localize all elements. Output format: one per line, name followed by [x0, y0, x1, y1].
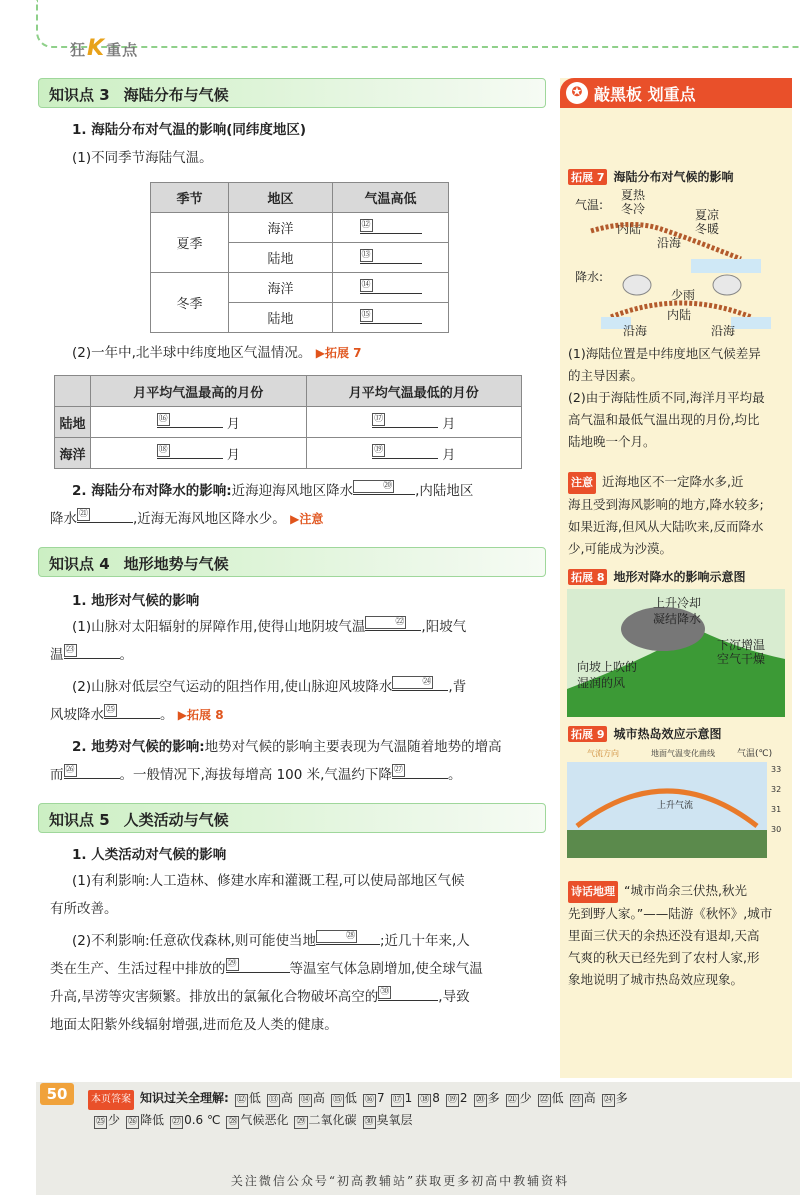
section-header-kp5: 知识点 5 人类活动与气候: [38, 803, 546, 833]
svg-text:地面气温变化曲线: 地面气温变化曲线: [651, 749, 715, 758]
sidebar-header: ✪ 敲黑板 划重点: [560, 78, 792, 108]
lightbulb-icon: ✪: [566, 82, 588, 104]
answer-num: ⑫: [236, 1095, 246, 1105]
kp4-p1: (1)山脉对太阳辐射的屏障作用,使得山地阴坡气温 ㉒ ,阳坡气: [72, 617, 467, 635]
kp3-p2: (2)一年中,北半球中纬度地区气温情况。 ▶拓展 7: [72, 345, 362, 361]
kp4-p2: (2)山脉对低层空气运动的阻挡作用,使山脉迎风坡降水 ㉔ ,背: [72, 677, 467, 695]
kp3-p1: (1)不同季节海陆气温。: [72, 150, 213, 166]
answer-num: ⑱: [420, 1095, 430, 1105]
ext7-title: 拓展 7 海陆分布对气候的影响: [568, 168, 792, 185]
ext9-title: 拓展 9 城市热岛效应示意图: [568, 725, 792, 742]
answer-text: 少: [519, 1091, 532, 1105]
answer-text: 多: [615, 1091, 628, 1105]
answer-num: ㉒: [539, 1095, 549, 1105]
svg-text:上升气流: 上升气流: [657, 801, 694, 811]
answer-num: ㉕: [96, 1117, 106, 1127]
kp3-rain-2: 降水 ㉑ ,近海无海风地区降水少。 ▶注意: [50, 509, 324, 527]
svg-text:沿海: 沿海: [623, 324, 648, 338]
svg-text:30: 30: [771, 825, 782, 834]
kp4-p3b: 而 ㉖ 。一般情况下,海拔每增高 100 米,气温约下降 ㉗ 。: [50, 765, 462, 783]
answer-text: 低: [248, 1091, 261, 1105]
kp5-p2: (2)不利影响:任意砍伐森林,则可能使当地 ㉘ ;近几十年来,人: [72, 931, 470, 949]
svg-text:空气干燥: 空气干燥: [717, 652, 766, 666]
kp5-p1: (1)有利影响:人工造林、修建水库和灌溉工程,可以使局部地区气候: [72, 873, 465, 889]
answer-text: 臭氧层: [376, 1113, 413, 1127]
answer-text: 高: [280, 1091, 293, 1105]
answer-num: ㉖: [128, 1117, 138, 1127]
answer-num: ㉗: [172, 1117, 182, 1127]
answer-num: ⑬: [268, 1095, 278, 1105]
footnote: 关注微信公众号“初高教辅站”获取更多初高中教辅资料: [230, 1174, 570, 1188]
svg-text:夏热: 夏热: [621, 189, 646, 202]
kp3-subtitle-1: 1. 海陆分布对气温的影响(同纬度地区): [72, 122, 307, 138]
svg-text:沿海: 沿海: [657, 236, 682, 250]
svg-text:夏凉: 夏凉: [695, 208, 720, 222]
sidebar: [560, 78, 792, 1078]
kp5-p2c: 升高,旱涝等灾害频繁。排放出的氯氟化合物破坏高空的 ㉚ ,导致: [50, 987, 470, 1005]
top-border: [36, 0, 800, 48]
answer-text: 0.6 ℃: [184, 1113, 221, 1127]
svg-text:沿海: 沿海: [711, 324, 736, 338]
caution-note: 注意 近海地区不一定降水多,近 海且受到海风影响的地方,降水较多; 如果近海,但风从大陆吹来,反而降水 少,可能成为沙漠。: [568, 474, 764, 556]
svg-text:气流方向: 气流方向: [587, 749, 619, 758]
answer-num: ⑭: [300, 1095, 310, 1105]
svg-text:内陆: 内陆: [617, 222, 642, 236]
ext7-note: (1)海陆位置是中纬度地区气候差异 的主导因素。 (2)由于海陆性质不同,海洋月平均最 高气温和最低气温出现的月份,均比 陆地晚一个月。: [568, 346, 765, 449]
sea-land-diagram: [571, 189, 781, 339]
svg-text:向坡上吹的: 向坡上吹的: [577, 660, 638, 674]
answer-num: ㉔: [603, 1095, 613, 1105]
answer-text: 高: [312, 1091, 325, 1105]
kp4-p2b: 风坡降水 ㉕ 。 ▶拓展 8: [50, 705, 224, 723]
svg-text:内陆: 内陆: [667, 308, 692, 322]
svg-text:下沉增温: 下沉增温: [717, 638, 766, 652]
svg-text:上升冷却: 上升冷却: [653, 596, 702, 610]
kp4-p3: 2. 地势对气候的影响:地势对气候的影响主要表现为气温随着地势的增高: [72, 739, 502, 755]
main-column: [38, 78, 546, 1039]
answer-num: ⑳: [475, 1095, 485, 1105]
answer-text: 二氧化碳: [308, 1113, 357, 1127]
kp5-p2d: 地面太阳紫外线辐射增强,进而危及人类的健康。: [50, 1017, 338, 1033]
answer-text: 多: [487, 1091, 500, 1105]
answer-text: 少: [108, 1113, 121, 1127]
brand-logo: 狂K重点: [70, 36, 139, 61]
svg-text:少雨: 少雨: [671, 288, 696, 302]
answer-text: 降低: [140, 1113, 165, 1127]
answer-num: ㉓: [571, 1095, 581, 1105]
answer-text: 气候恶化: [240, 1113, 289, 1127]
section-header-kp4: 知识点 4 地形地势与气候: [38, 547, 546, 577]
month-temp-table: 月平均气温最高的月份 月平均气温最低的月份 陆地 ⑯ 月 ⑰ 月 海洋 ⑱ 月 ⑲ 月: [54, 375, 522, 469]
answer-text: 2: [459, 1091, 468, 1105]
svg-text:33: 33: [771, 765, 782, 774]
answer-num: ⑯: [364, 1095, 374, 1105]
answer-num: ㉑: [507, 1095, 517, 1105]
answer-text: 高: [583, 1091, 596, 1105]
urban-heat-island-diagram: [567, 746, 785, 874]
page-number: 50: [40, 1083, 74, 1105]
season-temp-table: 季节 地区 气温高低 夏季 海洋 ⑫ 陆地 ⑬ 冬季 海洋 ⑭ 陆地 ⑮: [150, 182, 449, 333]
svg-text:凝结降水: 凝结降水: [653, 612, 702, 626]
kp4-p1b: 温 ㉓ 。: [50, 645, 133, 663]
kp5-p2b: 类在生产、生活过程中排放的 ㉙ 等温室气体急剧增加,使全球气温: [50, 959, 483, 977]
answer-num: ⑰: [392, 1095, 402, 1105]
kp4-subtitle-1: 1. 地形对气候的影响: [72, 593, 200, 609]
svg-text:降水:: 降水:: [575, 270, 604, 284]
svg-text:冬冷: 冬冷: [621, 202, 646, 216]
svg-text:冬暖: 冬暖: [695, 222, 720, 236]
answer-key: 本页答案 知识过关全理解: ⑫ 低 ⑬ 高 ⑭ 高 ⑮ 低 ⑯ 7 ⑰ 1 ⑱ 8 ⑲ 2 ⑳ 多 ㉑ 少 ㉒ 低 ㉓ 高 ㉔ 多 ㉕ 少 ㉖ 降低 ㉗ 0.6 ℃ ㉘ 气候恶化 ㉙ 二氧化碳 ㉚ 臭氧层: [88, 1088, 778, 1130]
answer-text: 1: [404, 1091, 413, 1105]
svg-text:气温:: 气温:: [575, 198, 604, 212]
kp5-p1b: 有所改善。: [50, 901, 118, 917]
answer-num: ⑲: [447, 1095, 457, 1105]
section-header-kp3: 知识点 3 海陆分布与气候: [38, 78, 546, 108]
answer-text: 低: [551, 1091, 564, 1105]
svg-text:31: 31: [771, 805, 782, 814]
svg-text:湿润的风: 湿润的风: [577, 676, 626, 690]
answer-num: ㉚: [364, 1117, 374, 1127]
answer-num: ⑮: [332, 1095, 342, 1105]
svg-text:气温(℃): 气温(℃): [737, 749, 773, 759]
ext8-title: 拓展 8 地形对降水的影响示意图: [568, 568, 792, 585]
kp5-subtitle-1: 1. 人类活动对气候的影响: [72, 847, 227, 863]
answer-num: ㉘: [228, 1117, 238, 1127]
answer-num: ㉙: [296, 1117, 306, 1127]
kp3-rain: 2. 海陆分布对降水的影响:近海迎海风地区降水 ⑳ ,内陆地区: [72, 481, 474, 499]
orographic-rain-diagram: [567, 589, 785, 717]
svg-text:32: 32: [771, 785, 782, 794]
poem-note: 诗话地理 “城市尚余三伏热,秋光 先到野人家。”——陆游《秋怀》,城市 里面三伏天的余热还没有退却,天高 气爽的秋天已经先到了农村人家,形 象地说明了城市热岛效应现象。: [568, 883, 773, 987]
answer-text: 7: [376, 1091, 385, 1105]
answer-text: 8: [432, 1091, 440, 1105]
answer-text: 低: [344, 1091, 357, 1105]
